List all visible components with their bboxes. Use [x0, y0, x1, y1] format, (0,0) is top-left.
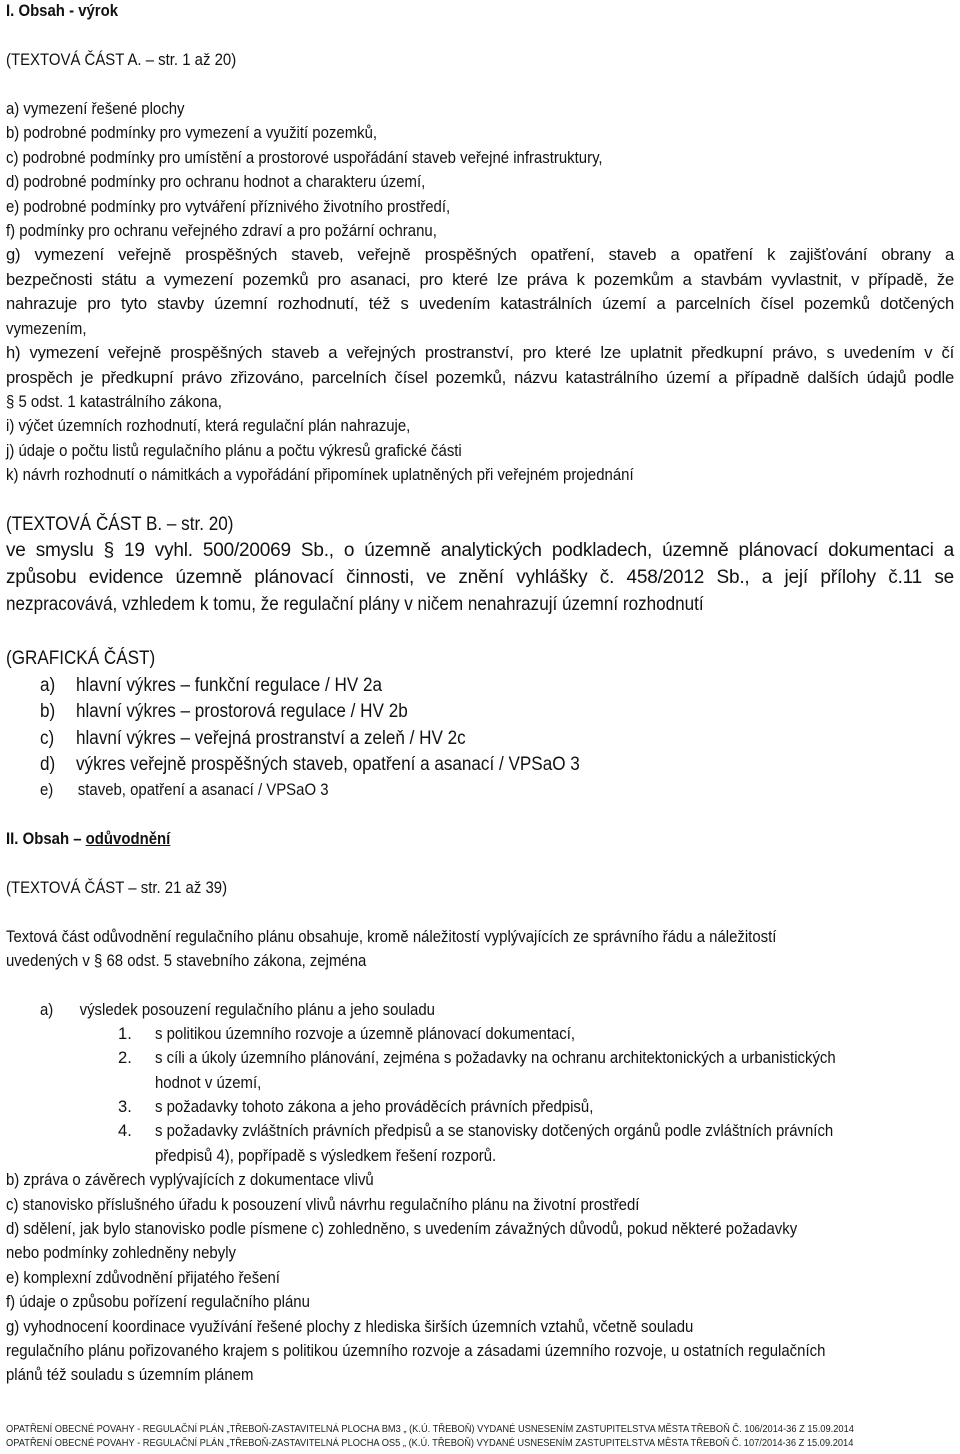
list-item: e) podrobné podmínky pro vytváření příznivého životního prostředí, [6, 197, 451, 216]
graphic-item [40, 700, 408, 724]
list-item: c) podrobné podmínky pro umístění a prostorové uspořádání staveb veřejné infrastruktury, [6, 148, 603, 167]
numbered-item-text: s požadavky zvláštních právních předpisů a se stanovisky dotčených orgánů podle zvláštních právních [155, 1121, 834, 1140]
item-h-line: prospěch je předkupní právo zřizováno, parcelních čísel pozemků, názvu katastrálního území a případně dalších údajů podle [6, 368, 954, 387]
item-a2 [40, 999, 435, 1021]
part-b-title: (TEXTOVÁ ČÁST B. – str. 20) [6, 514, 234, 535]
list-item: f) podmínky pro ochranu veřejného zdraví a pro požární ochranu, [6, 221, 437, 240]
numbered-item-text: s politikou územního rozvoje a územně plánovací dokumentací, [155, 1024, 576, 1043]
graphic-item-text: hlavní výkres – prostorová regulace / HV 2b [76, 701, 408, 722]
list-item: f) údaje o způsobu pořízení regulačního plánu [6, 1292, 310, 1311]
numbered-item-num: 3. [118, 1097, 132, 1116]
heading2-underlined: odůvodnění [85, 829, 171, 848]
part-b-line: ve smyslu § 19 vyhl. 500/20069 Sb., o územně analytických podkladech, územně plánovací dokumentaci a [6, 540, 954, 561]
list-item: g) vyhodnocení koordinace využívání řešené plochy z hlediska širších územních vztahů, včetně souladu [6, 1317, 694, 1336]
heading2-prefix: II. Obsah – [6, 829, 86, 848]
list-item: d) podrobné podmínky pro ochranu hodnot a charakteru území, [6, 172, 426, 191]
part-c-title: (TEXTOVÁ ČÁST – str. 21 až 39) [6, 878, 228, 897]
heading-obsah-oduvodneni [6, 828, 170, 850]
graphic-item [40, 779, 329, 801]
graphic-item-label: a) [40, 675, 56, 696]
item-g-line: g) vymezení veřejně prospěšných staveb, veřejně prospěšných opatření, staveb a opatření k zajišťování obrany a [6, 245, 954, 264]
page-footer-line: OPATŘENÍ OBECNÉ POVAHY - REGULAČNÍ PLÁN „TŘEBOŇ-ZASTAVITELNÁ PLOCHA OS5 „ (K.Ú. TŘEBOŇ) VYDANÉ USNESENÍM ZASTUPITELSTVA MĚSTA TŘEBOŇ Č. 107/2014-36 Z 15.09.2014 [6, 1438, 854, 1449]
list-item: k) návrh rozhodnutí o námitkách a vypořádání připomínek uplatněných při veřejném projednání [6, 465, 634, 484]
page-footer-line: OPATŘENÍ OBECNÉ POVAHY - REGULAČNÍ PLÁN „TŘEBOŇ-ZASTAVITELNÁ PLOCHA BM3 „ (K.Ú. TŘEBOŇ) VYDANÉ USNESENÍM ZASTUPITELSTVA MĚSTA TŘEBOŇ Č. 106/2014-36 Z 15.09.2014 [6, 1424, 854, 1435]
list-item: b) podrobné podmínky pro vymezení a využití pozemků, [6, 123, 378, 142]
numbered-item-text: předpisů 4), popřípadě s výsledkem řešení rozporů. [155, 1146, 497, 1165]
item-g-line: vymezením, [6, 319, 87, 338]
graphic-item-label: e) [40, 780, 54, 799]
graphic-part-title: (GRAFICKÁ ČÁST) [6, 648, 156, 669]
list-item: nebo podmínky zohledněny nebyly [6, 1243, 236, 1262]
item-a2-text: výsledek posouzení regulačního plánu a jeho souladu [79, 1000, 435, 1019]
intro-line: uvedených v § 68 odst. 5 stavebního zákona, zejména [6, 951, 367, 970]
item-a2-label: a) [40, 1000, 54, 1019]
graphic-item-label: b) [40, 701, 56, 722]
list-item: plánů též souladu s územním plánem [6, 1365, 254, 1384]
list-item: a) vymezení řešené plochy [6, 99, 185, 118]
item-h-line: h) vymezení veřejně prospěšných staveb a veřejných prostranství, pro které lze uplatnit předkupní právo, s uvedením v čí [6, 343, 954, 362]
graphic-item-text: výkres veřejně prospěšných staveb, opatření a asanací / VPSaO 3 [76, 754, 580, 775]
numbered-item-text: s požadavky tohoto zákona a jeho prováděcích právních předpisů, [155, 1097, 594, 1116]
list-item: i) výčet územních rozhodnutí, která regulační plán nahrazuje, [6, 416, 411, 435]
numbered-item-num: 4. [118, 1121, 132, 1140]
intro-line: Textová část odůvodnění regulačního plánu obsahuje, kromě náležitostí vyplývajících ze správního řádu a náležitostí [6, 927, 777, 946]
graphic-item-label: c) [40, 728, 55, 749]
part-a-title: (TEXTOVÁ ČÁST A. – str. 1 až 20) [6, 50, 237, 69]
list-item: c) stanovisko příslušného úřadu k posouzení vlivů návrhu regulačního plánu na životní prostředí [6, 1195, 640, 1214]
numbered-item-text: hodnot v území, [155, 1073, 262, 1092]
graphic-item [40, 753, 580, 777]
item-g-line: nahrazuje pro tyto stavby územní rozhodnutí, též s uvedením katastrálních území a parcelních čísel pozemků dotčených [6, 294, 954, 313]
graphic-item [40, 674, 382, 698]
list-item: j) údaje o počtu listů regulačního plánu a počtu výkresů grafické části [6, 441, 462, 460]
heading-obsah-vyrok: I. Obsah - výrok [6, 1, 119, 20]
part-b-line: způsobu evidence územně plánovací činnosti, ve znění vyhlášky č. 458/2012 Sb., a její přílohy č.11 se [6, 567, 954, 588]
graphic-item-text: hlavní výkres – funkční regulace / HV 2a [76, 675, 383, 696]
graphic-item-text: staveb, opatření a asanací / VPSaO 3 [77, 780, 329, 799]
item-h-line: § 5 odst. 1 katastrálního zákona, [6, 392, 222, 411]
numbered-item-num: 2. [118, 1048, 132, 1067]
numbered-item-text: s cíli a úkoly územního plánování, zejména s požadavky na ochranu architektonických a urbanistických [155, 1048, 836, 1067]
item-g-line: bezpečnosti státu a vymezení pozemků pro asanaci, pro které lze práva k pozemkům a stavbám vyvlastnit, v případě, že [6, 270, 954, 289]
list-item: b) zpráva o závěrech vyplývajících z dokumentace vlivů [6, 1170, 374, 1189]
list-item: d) sdělení, jak bylo stanovisko podle písmene c) zohledněno, s uvedením závažných důvodů, pokud některé požadavky [6, 1219, 798, 1238]
list-item: e) komplexní zdůvodnění přijatého řešení [6, 1268, 280, 1287]
graphic-item-label: d) [40, 754, 56, 775]
graphic-item [40, 727, 466, 751]
numbered-item-num: 1. [118, 1024, 132, 1043]
part-b-line: nezpracovává, vzhledem k tomu, že regulační plány v ničem nenahrazují územní rozhodnutí [6, 594, 704, 615]
graphic-item-text: hlavní výkres – veřejná prostranství a zeleň / HV 2c [76, 728, 466, 749]
list-item: regulačního plánu pořizovaného krajem s politikou územního rozvoje a zásadami územního rozvoje, u ostatních regulačních [6, 1341, 826, 1360]
